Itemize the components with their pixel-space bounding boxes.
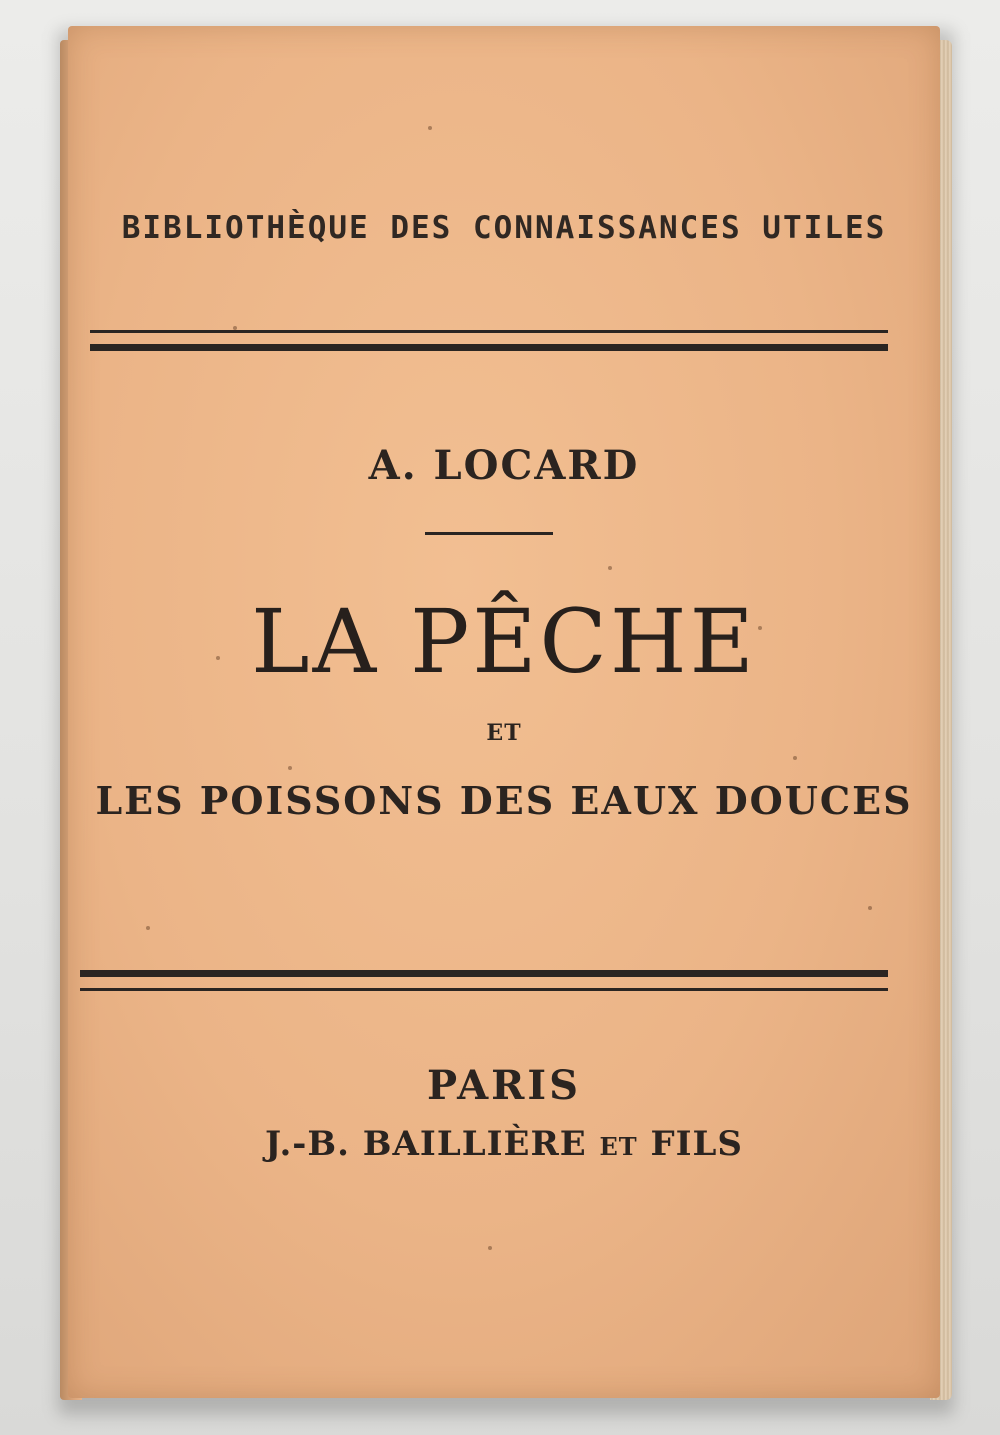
author-underline <box>425 532 553 535</box>
publisher-conjunction: ET <box>599 1132 638 1161</box>
publisher-suffix: FILS <box>650 1124 743 1164</box>
title-conjunction: ET <box>486 720 522 746</box>
paper-speck <box>868 906 872 910</box>
top-rule-thin <box>90 330 888 333</box>
top-rule-thick <box>90 344 888 351</box>
author-name: A. LOCARD <box>368 442 640 489</box>
publisher-name: J.-B. BAILLIÈRE <box>265 1124 587 1164</box>
paper-speck <box>146 926 150 930</box>
book-title: LA PÊCHE <box>251 590 757 693</box>
series-title: BIBLIOTHÈQUE DES CONNAISSANCES UTILES <box>121 210 887 246</box>
bottom-rule-thin <box>80 988 888 991</box>
publication-city: PARIS <box>426 1062 582 1109</box>
paper-speck <box>288 766 292 770</box>
paper-speck <box>793 756 797 760</box>
book-subtitle: LES POISSONS DES EAUX DOUCES <box>95 778 913 823</box>
paper-speck <box>428 126 432 130</box>
paper-speck <box>488 1246 492 1250</box>
publisher <box>68 1124 940 1164</box>
bottom-rule-thick <box>80 970 888 977</box>
paper-speck <box>608 566 612 570</box>
